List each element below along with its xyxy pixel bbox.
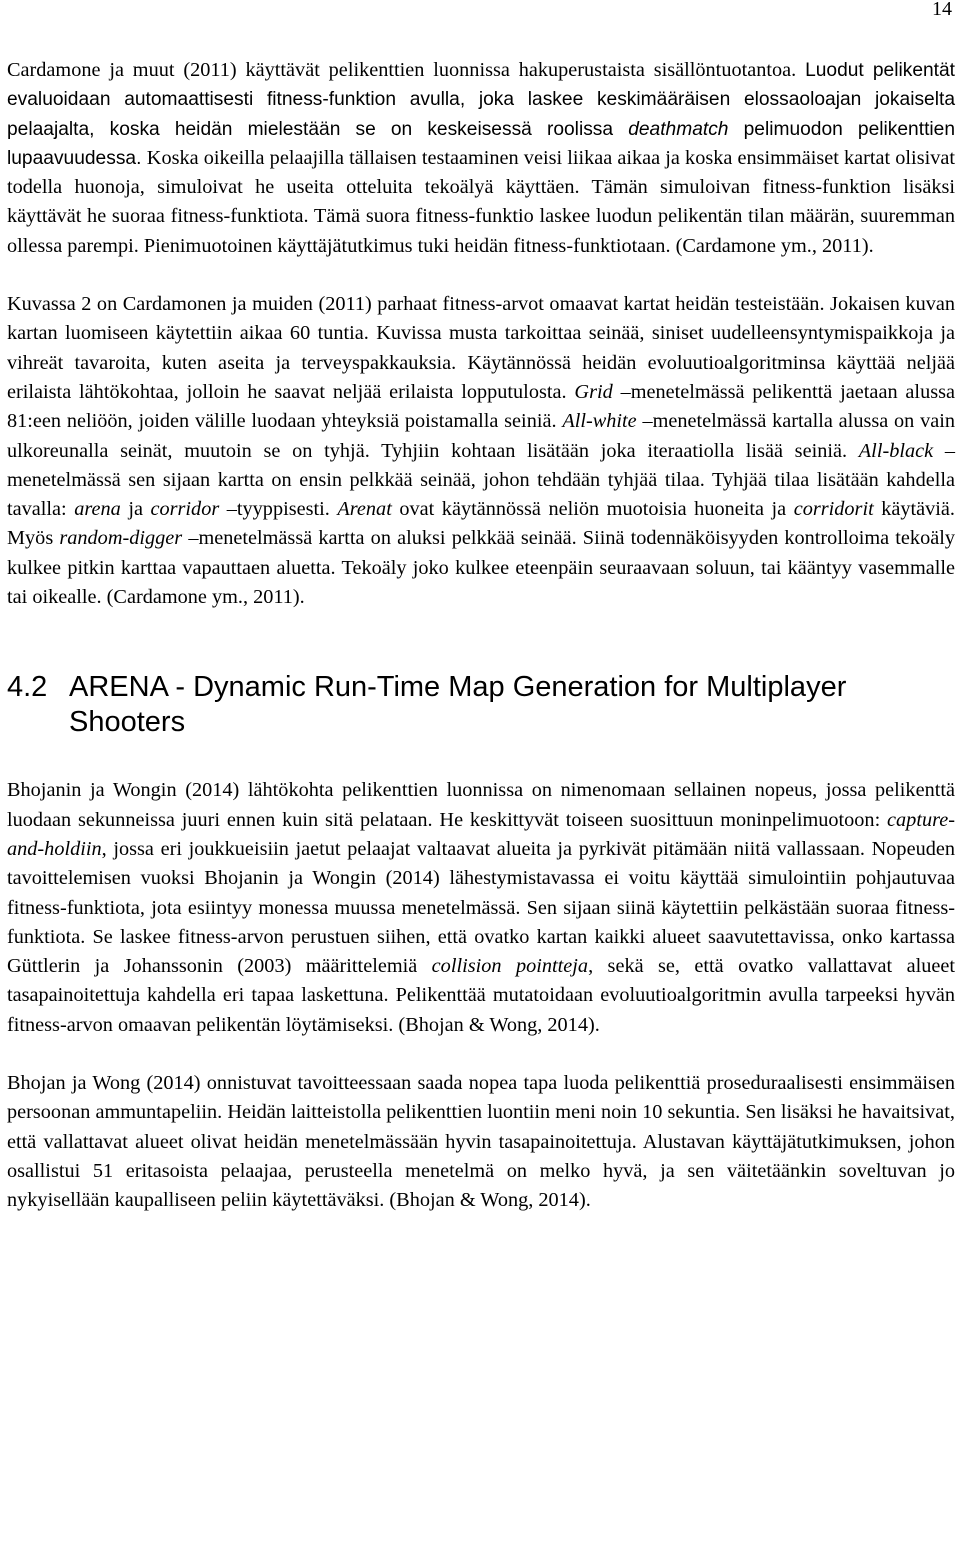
term-random-digger: random-digger: [59, 527, 183, 550]
page-number: 14: [932, 0, 952, 20]
section-heading: [7, 670, 955, 740]
paragraph-text: Kuvassa 2 on Cardamonen ja muiden (2011) parhaat fitness-arvot omaavat kartat heidän testeistään. Jokaisen kuvan kartan luomiseen käytettiin aikaa 60 tuntia. Kuvissa musta tarkoittaa seinää, siniset uudelleensyntymispaikkoja ja vihreät tavaroita, kuten aseita ja terveyspakkauksia. Käytännössä heidän evoluutioalgoritminsa käyttää neljää erilaista lähtökohtaa, jolloin he saavat neljää erilaista lopputulosta.: [7, 293, 955, 403]
paragraph-text: , jossa eri joukkueisiin jaetut pelaajat valtaavat alueita ja pyrkivät pitämään niitä vallassaan. Nopeuden tavoittelemisen vuoksi Bhojanin ja Wongin (2014) lähestymistavassa ei voitu käyttää simulointiin pohjautuvaa fitness-funktiota, jota esiintyy monessa muussa menetelmässä. Sen sijaan siinä käytettiin pelkästään suoraa fitness-funktiota. Se laskee fitness-arvon perustuen siihen, että ovatko kartan kaikki alueet saavutettavissa, onko kartassa Güttlerin ja Johanssonin (2003) määrittelemiä: [7, 837, 955, 978]
paragraph-map-methods: [7, 290, 955, 612]
term-capture-and-hold: capture-and-holdiin: [7, 808, 955, 860]
paragraph-bhojan-intro: [7, 776, 955, 1040]
paragraph-spacer: [7, 261, 955, 290]
section-number: 4.2: [7, 671, 48, 704]
term-corridorit: corridorit: [793, 498, 874, 521]
page-content: [7, 56, 955, 1216]
paragraph-text: ovat käytännössä neliön muotoisia huoneita ja: [391, 498, 794, 521]
paragraph-text: pelimuodon pelikenttien lupaavuudessa.: [7, 118, 955, 169]
term-arenat: Arenat: [337, 498, 392, 521]
term-arena: arena: [74, 498, 121, 521]
paragraph-text: –menetelmässä pelikenttä jaetaan alussa 81:een neliöön, joiden välille luodaan yhteyksiä poistamalla seiniä.: [7, 380, 955, 433]
paragraph-text: ja: [120, 498, 151, 521]
paragraph-cardamone-intro: [7, 56, 955, 261]
term-deathmatch: deathmatch: [628, 118, 729, 140]
section-spacer: [7, 740, 955, 776]
paragraph-text: Bhojanin ja Wongin (2014) lähtökohta pelikenttien luonnissa on nimenomaan sellainen nopeus, jossa pelikenttä luodaan sekunneissa juuri ennen kuin sitä pelataan. He keskittyvät toiseen suosittuun moninpelimuotoon:: [7, 779, 955, 831]
paragraph-text: Koska oikeilla pelaajilla tällaisen testaaminen veisi liikaa aikaa ja koska ensimmäiset kartat olisivat todella huonoja, simuloivat he useita otteluita tekoälyä käyttäen. Tämän simuloivan fitness-funktion lisäksi käyttävät he suoraa fitness-funktiota. Tämä suora fitness-funktio laskee luodun pelikentän tilan määrän, suuremman ollessa parempi. Pienimuotoinen käyttäjätutkimus tuki heidän fitness-funktiotaan. (Cardamone ym., 2011).: [7, 146, 955, 257]
paragraph-text: Cardamone ja muut (2011) käyttävät pelikenttien luonnissa hakuperustaista sisällöntuotantoa.: [7, 59, 806, 81]
paragraph-text: –menetelmässä sen sijaan kartta on ensin pelkkää seinää, johon tehdään tyhjää tilaa. Tyhjää tilaa lisätään kahdella tavalla:: [7, 439, 956, 521]
paragraph-text: , sekä se, että ovatko vallattavat alueet tasapainoitettuja kahdella eri tapaa laskettuna. Pelikenttää mutatoidaan evoluutioalgoritmin avulla tarpeeksi hyvän fitness-arvon omaavan pelikentän löytämiseksi. (Bhojan & Wong, 2014).: [7, 955, 955, 1036]
section-spacer: [7, 612, 955, 670]
paragraph-text: –menetelmässä kartta on aluksi pelkkää seinää. Siinä todennäköisyyden kontrolloima tekoäly kulkee pitkin karttaa vapauttaen aluetta. Tekoäly joko kulkee eteenpäin seuraavaan soluun, tai kääntyy vasemmalle tai oikealle. (Cardamone ym., 2011).: [7, 527, 955, 609]
paragraph-spacer: [7, 1040, 955, 1069]
section-title: ARENA - Dynamic Run-Time Map Generation for Multiplayer Shooters: [69, 671, 847, 739]
term-collision-points: collision pointteja: [431, 955, 589, 978]
paragraph-text: Luodut pelikentät evaluoidaan automaattisesti fitness-funktion avulla, joka laskee keskimääräisen elossaoloajan jokaiselta pelaajalta, koska heidän mielestään se on keskeisessä roolissa: [7, 60, 956, 140]
term-grid: Grid: [574, 380, 613, 403]
paragraph-bhojan-results: Bhojan ja Wong (2014) onnistuvat tavoitteessaan saada nopea tapa luoda pelikenttiä proseduraalisesti ensimmäisen persoonan ammuntapeliin. Heidän laitteistolla pelikenttien luontiin meni noin 10 sekuntia. Sen lisäksi he havaitsivat, että vallattavat alueet olivat heidän menetelmässään hyvin tasapainoitettuja. Alustavan käyttäjätutkimuksen, johon osallistui 51 eritasoista pelaajaa, perusteella menetelmä on melko hyvä, ja sen väitetäänkin soveltuvan jo nykyisellään kaupalliseen peliin käytettäväksi. (Bhojan & Wong, 2014).: [7, 1072, 955, 1212]
paragraph-text: käytäviä. Myös: [7, 498, 956, 550]
term-corridor: corridor: [150, 498, 220, 521]
term-all-white: All-white: [562, 410, 637, 433]
paragraph-text: –menetelmässä kartalla alussa on vain ulkoreunalla seinät, muutoin se on tyhjä. Tyhjiin kohtaan lisätään joka iteraatiolla lisää seiniä.: [7, 410, 955, 462]
term-all-black: All-black: [858, 439, 934, 462]
paragraph-text: –tyyppisesti.: [219, 498, 338, 521]
